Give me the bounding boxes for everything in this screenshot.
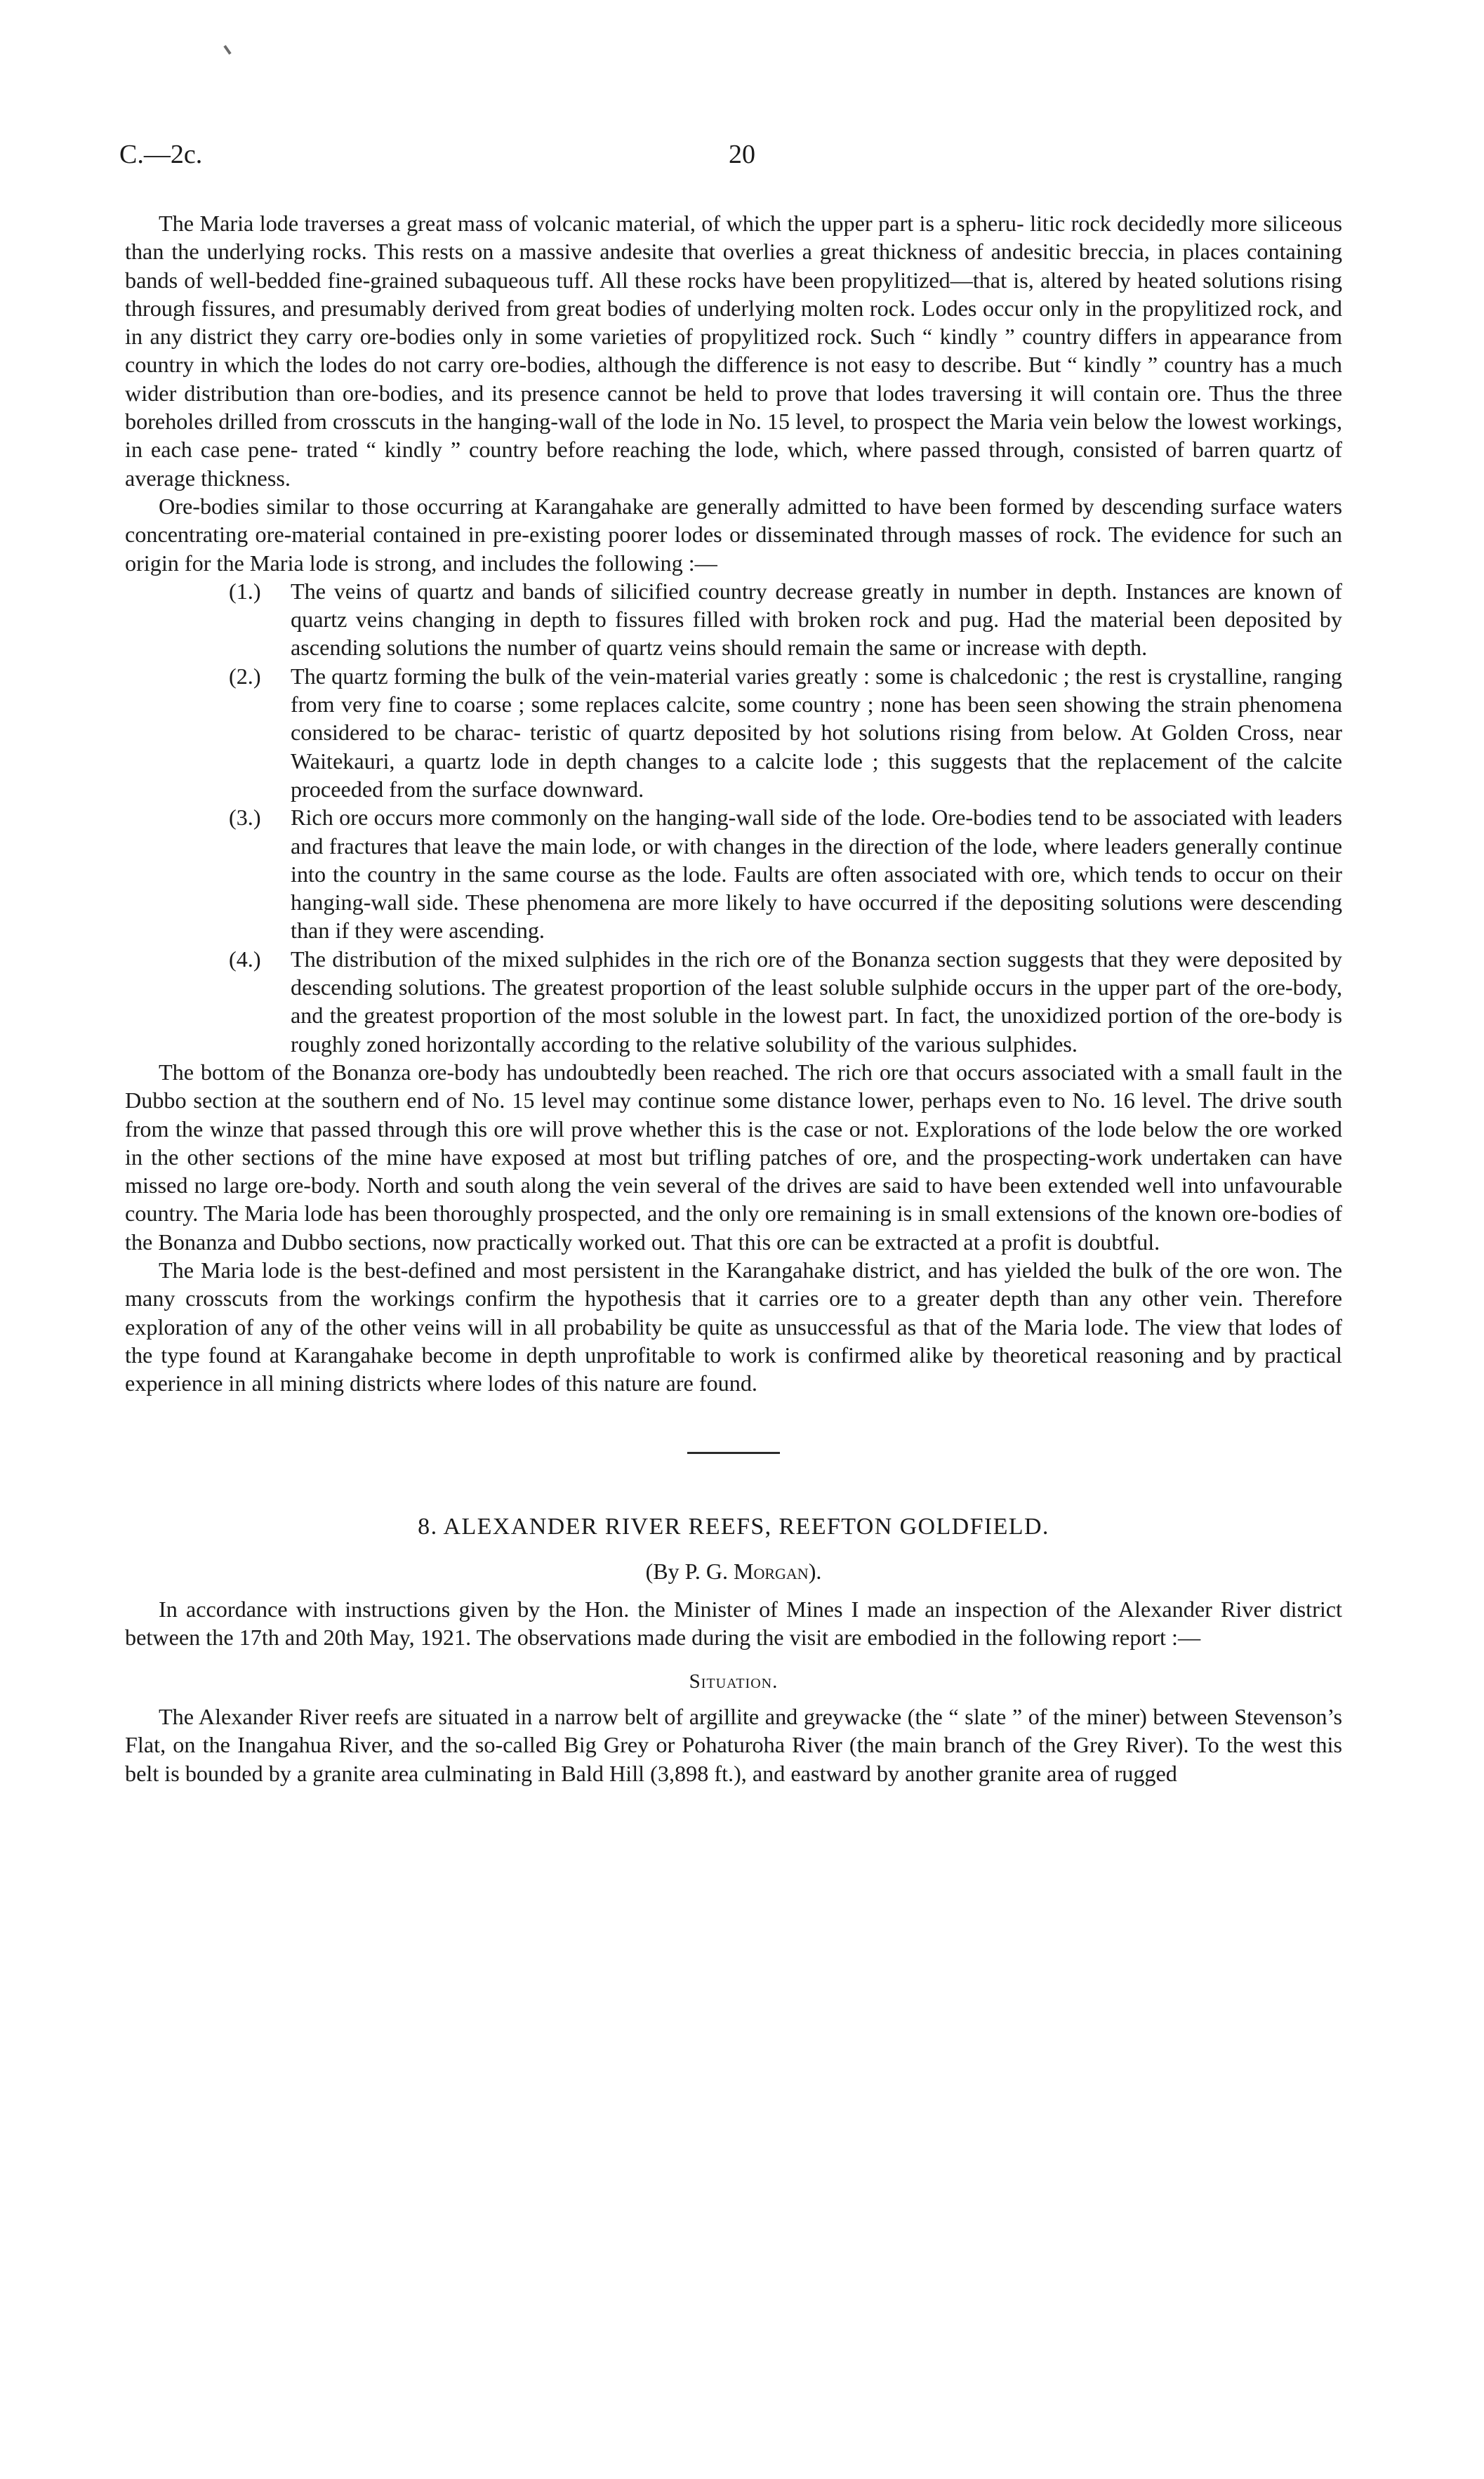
byline-suffix: ). — [808, 1558, 822, 1584]
stray-mark — [223, 45, 231, 55]
list-item-text: Rich ore occurs more commonly on the hanging-wall side of the lode. Ore-bodies tend to be associated with leaders and fractures that leave the main lode, or with changes in the direction of the lode, where leaders generally continue into the country in the same course as the lode. Faults are often associated with ore, which tends to occur on their hanging-wall side. These phenomena are more likely to have occurred if the depositing solutions were descending than if they were ascending. — [291, 805, 1342, 944]
list-item-text: The distribution of the mixed sulphides in the rich ore of the Bonanza section suggests that they were deposited by descending solutions. The greatest proportion of the least soluble sulphide occurs in the upper part of the ore-body, and the greatest proportion of the most soluble in the lowest part. In fact, the unoxidized portion of the ore-body is roughly zoned horizontally according to the relative solubility of the various sulphides. — [291, 946, 1342, 1057]
list-item-number: (4.) — [229, 946, 261, 972]
list-item-text: The quartz forming the bulk of the vein-material varies greatly : some is chalcedonic ; the rest is crystalline, ranging from very fine to coarse ; some replaces calcite, some country ; none has been seen showing the strain phenomena considered to be charac- teristic of quartz deposited by hot solutions rising from below. At Golden Cross, near Waitekauri, a quartz lode in depth changes to a calcite lode ; this suggests that the replacement of the calcite proceeded from the surface downward. — [291, 663, 1342, 802]
page-number: 20 — [729, 140, 755, 169]
list-item-number: (3.) — [229, 805, 261, 831]
author-byline — [125, 1557, 1342, 1585]
paragraph-volcanic-material: The Maria lode traverses a great mass of volcanic material, of which the upper part is a spheru- litic rock decidedly more siliceous than the underlying rocks. This rests on a massive andesite that overlies a great thickness of andesitic breccia, in places containing bands of well-bedded fine-grained subaqueous tuff. All these rocks have been propylitized—that is, altered by heated solutions rising through fissures, and presumably derived from great bodies of underlying molten rock. Lodes occur only in the propylitized rock, and in any district they carry ore-bodies only in some varieties of propylitized rock. Such “ kindly ” country differs in appearance from country in which the lodes do not carry ore-bodies, although the difference is not easy to describe. But “ kindly ” country has a much wider distribution than ore-bodies, and its presence cannot be held to prove that lodes traversing it will contain ore. Thus the three boreholes drilled from crosscuts in the hanging-wall of the lode in No. 15 level, to prospect the Maria vein below the lowest workings, in each case pene- trated “ kindly ” country before reaching the lode, which, where passed through, consisted of barren quartz of average thickness. — [125, 211, 1342, 491]
list-item — [125, 945, 1342, 1058]
list-item-number: (2.) — [229, 663, 261, 689]
paragraph-ore-bodies-origin: Ore-bodies similar to those occurring at Karangahake are generally admitted to have been formed by descending surface waters concentrating ore-material contained in pre-existing poorer lodes or disseminated through masses of rock. The evidence for such an origin for the Maria lode is strong, and includes the following :— — [125, 493, 1342, 576]
list-item-number: (1.) — [229, 578, 261, 604]
page-header — [119, 139, 1365, 181]
list-item — [125, 662, 1342, 803]
section-divider — [687, 1452, 780, 1454]
list-item — [125, 803, 1342, 944]
author-name: Morgan — [734, 1558, 809, 1584]
paragraph-maria-lode-conclusion: The Maria lode is the best-defined and most persistent in the Karangahake district, and has yielded the bulk of the ore won. The many crosscuts from the workings confirm the hypothesis that it carries ore to a greater depth than any other vein. Therefore exploration of any of the other veins will in all probability be quite as unsuccessful as that of the Maria lode. The view that lodes of the type found at Karangahake become in depth unprofitable to work is confirmed alike by theoretical reasoning and by practical experience in all mining districts where lodes of this nature are found. — [125, 1257, 1342, 1396]
list-item-text: The veins of quartz and bands of silicified country decrease greatly in number in depth. Instances are known of quartz veins changing in depth to fissures filled with broken rock and pug. Had the material been deposited by ascending solutions the number of quartz veins should remain the same or increase with depth. — [291, 578, 1342, 661]
paragraph-situation: The Alexander River reefs are situated in a narrow belt of argillite and greywacke (the “ slate ” of the miner) between Stevenson’s Flat, on the Inangahua River, and the so-called Big Grey or Pohaturoha River (the main branch of the Grey River). To the west this belt is bounded by a granite area culminating in Bald Hill (3,898 ft.), and eastward by another granite area of rugged — [125, 1703, 1342, 1786]
section-title: 8. ALEXANDER RIVER REEFS, REEFTON GOLDFIELD. — [418, 1514, 1049, 1540]
body-text — [125, 209, 1342, 1787]
evidence-list — [125, 577, 1342, 1058]
document-reference: C.—2c. — [119, 140, 203, 169]
list-item — [125, 577, 1342, 662]
byline-prefix: (By P. G. — [645, 1558, 734, 1584]
subheading-situation: Situation. — [689, 1670, 779, 1693]
paragraph-bonanza-bottom: The bottom of the Bonanza ore-body has undoubtedly been reached. The rich ore that occurs associated with a small fault in the Dubbo section at the southern end of No. 15 level may continue some distance lower, perhaps even to No. 16 level. The drive south from the winze that passed through this ore will prove whether this is the case or not. Explorations of the lode below the ore worked in the other sections of the mine have exposed at most but trifling patches of ore, and the prospecting-work undertaken can have missed no large ore-body. North and south along the vein several of the drives are said to have been extended well into unfavourable country. The Maria lode has been thoroughly prospected, and the only ore remaining is in small extensions of the known ore-bodies of the Bonanza and Dubbo sections, now practically worked out. That this ore can be extracted at a profit is doubtful. — [125, 1059, 1342, 1255]
paragraph-instructions: In accordance with instructions given by the Hon. the Minister of Mines I made an inspection of the Alexander River district between the 17th and 20th May, 1921. The observations made during the visit are embodied in the following report :— — [125, 1597, 1342, 1651]
